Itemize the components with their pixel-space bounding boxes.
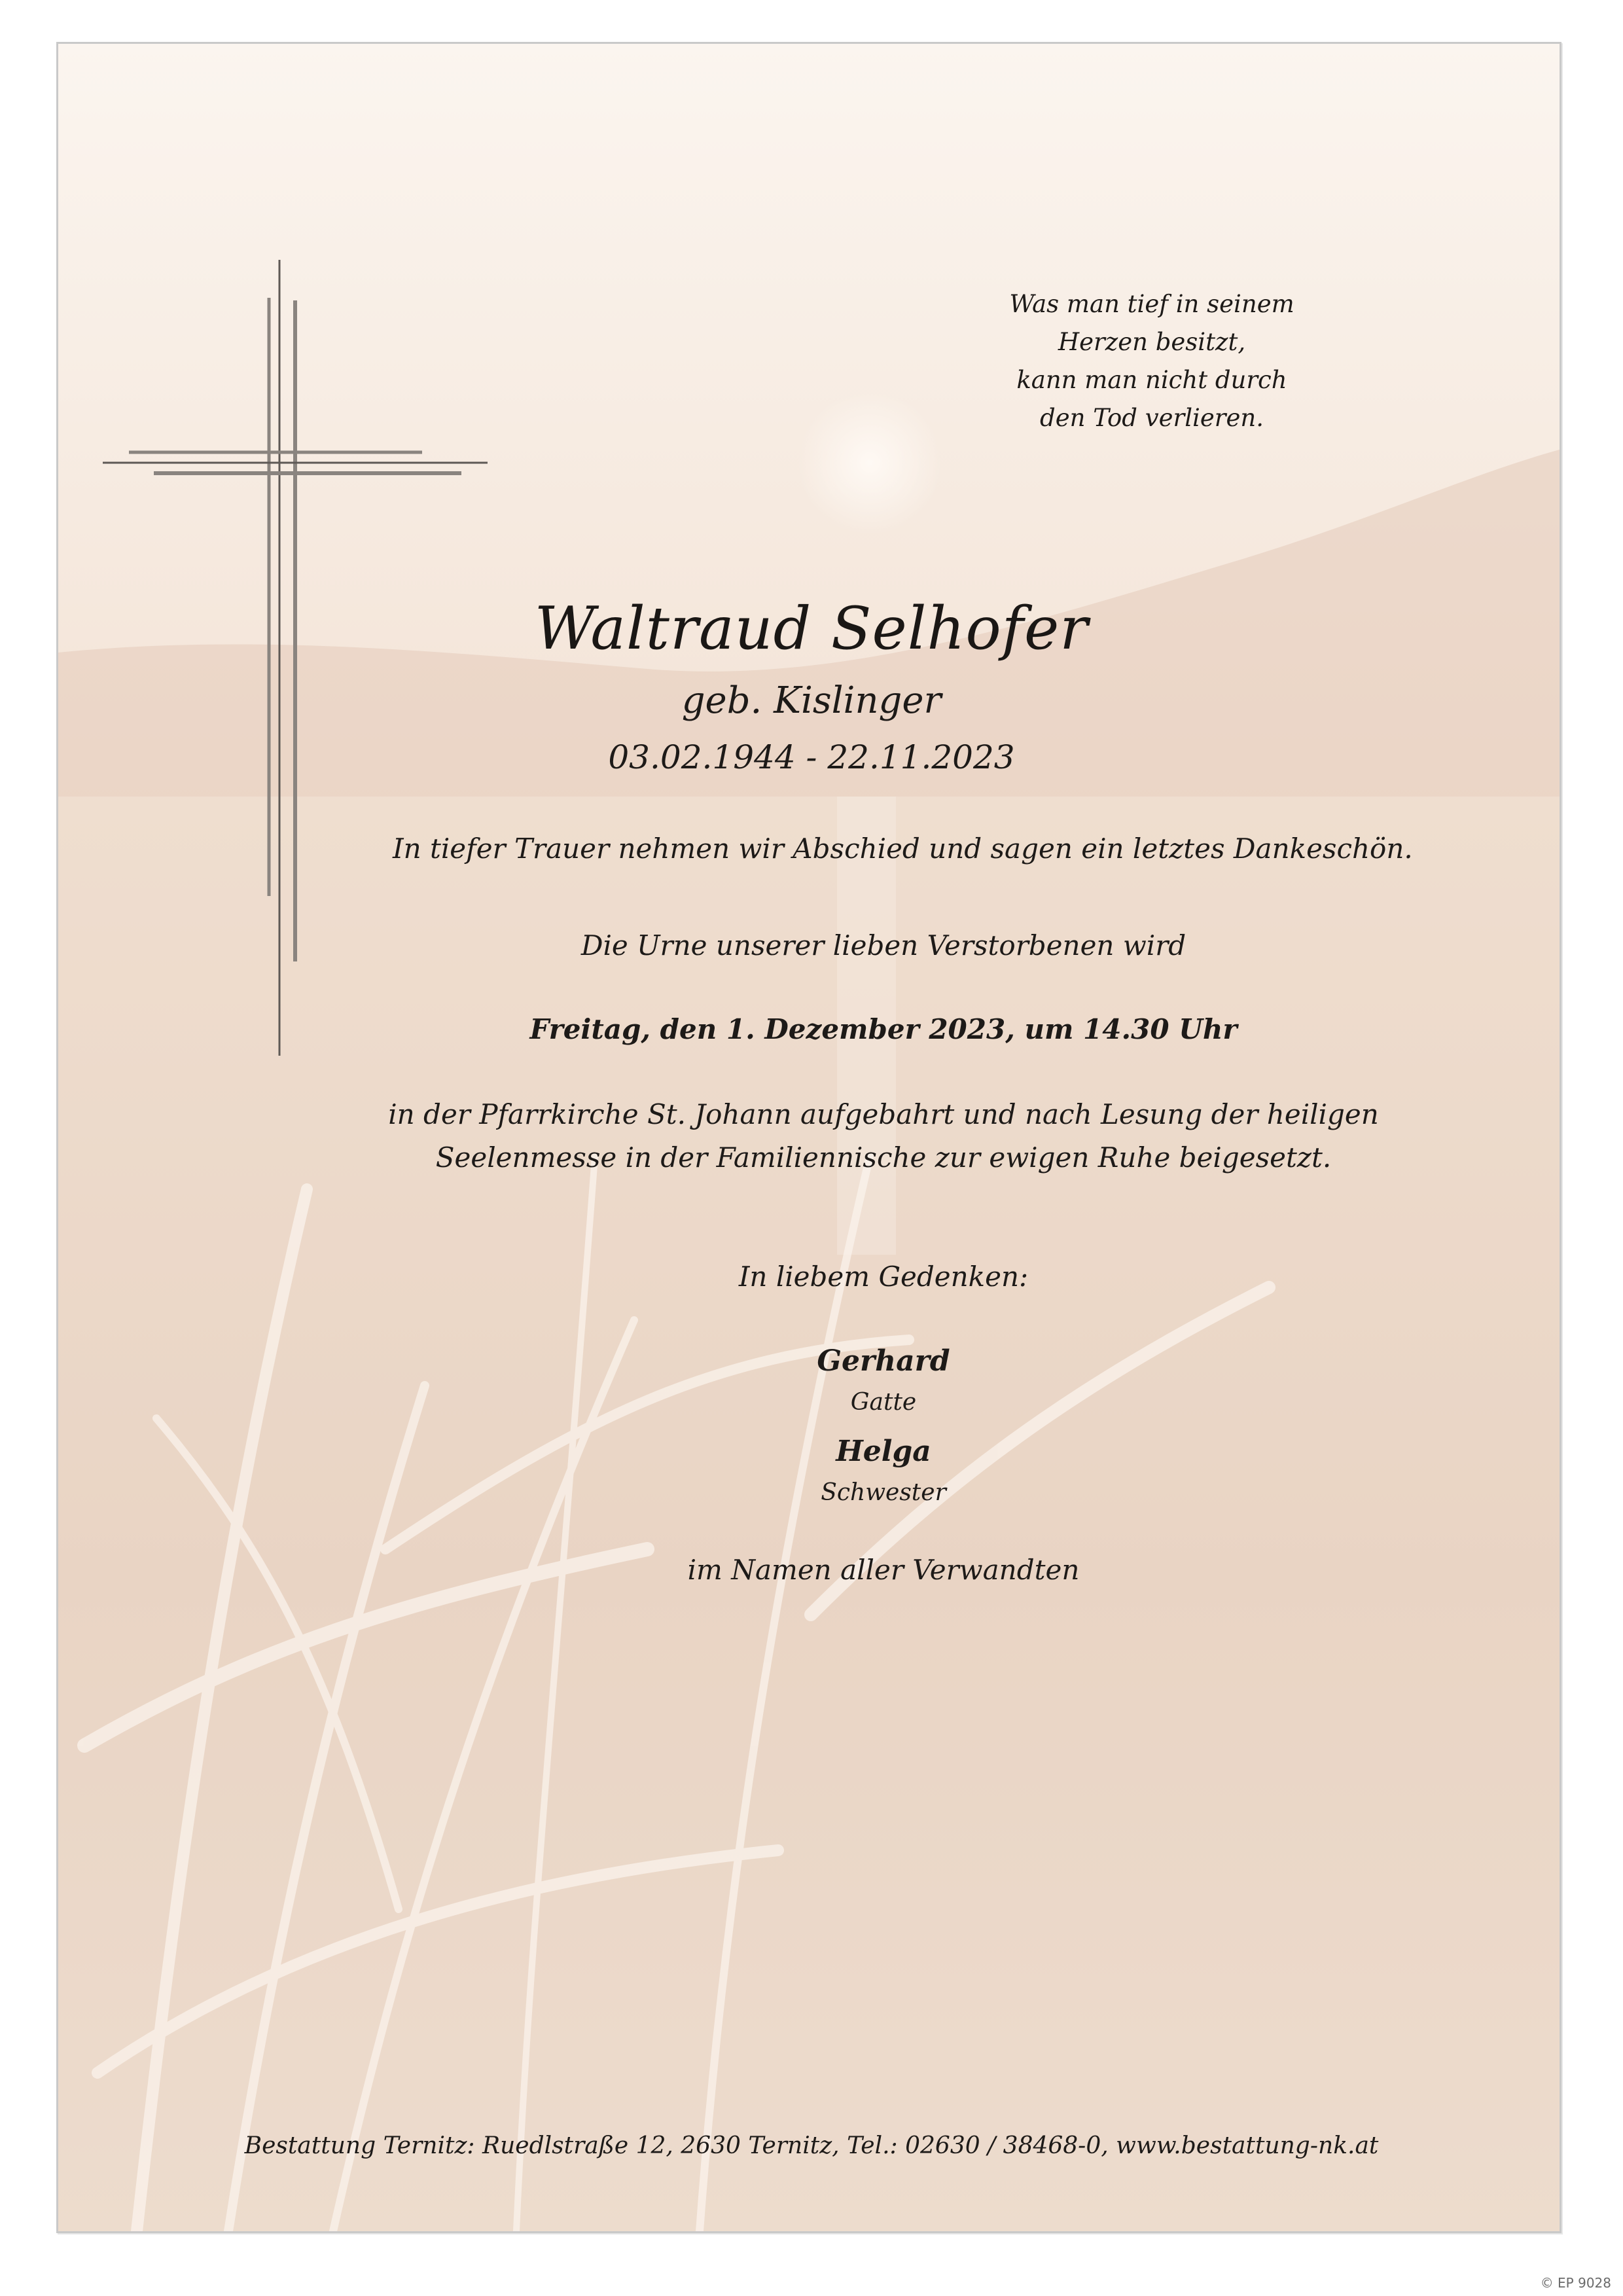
urn-text: Die Urne unserer lieben Verstorbenen wird [580,929,1186,961]
deceased-name: Waltraud Selhofer [534,594,1089,663]
quote-line: kann man nicht durch [1016,366,1287,394]
print-imprint: © EP 9028 [1540,2275,1611,2291]
location-line: Seelenmesse in der Familiennische zur ewigen Ruhe beigesetzt. [435,1141,1332,1174]
mourner-name: Gerhard [817,1344,950,1378]
quote-line: Herzen besitzt, [1058,328,1246,356]
mourner-relation: Schwester [821,1479,946,1506]
mourner-relation: Gatte [850,1389,917,1416]
mourner-name: Helga [836,1435,931,1468]
life-dates: 03.02.1944 - 22.11.2023 [608,738,1015,776]
quote-line: Was man tief in seinem [1009,290,1294,318]
mourners-heading: In liebem Gedenken: [738,1261,1029,1293]
ceremony-location [327,1093,1440,1179]
location-line: in der Pfarrkirche St. Johann aufgebahrt und nach Lesung der heiligen [388,1098,1379,1130]
farewell-text: In tiefer Trauer nehmen wir Abschied und sagen ein letztes Dankeschön. [393,833,1413,865]
maiden-name: geb. Kislinger [681,679,942,722]
memorial-quote [955,285,1348,437]
relatives-closing: im Namen aller Verwandten [687,1554,1080,1586]
funeral-home-footer: Bestattung Ternitz: Ruedlstraße 12, 2630 Ternitz, Tel.: 02630 / 38468-0, www.bestattung-nk.at [244,2132,1379,2159]
quote-line: den Tod verlieren. [1040,404,1264,432]
ceremony-datetime: Freitag, den 1. Dezember 2023, um 14.30 Uhr [529,1013,1238,1045]
